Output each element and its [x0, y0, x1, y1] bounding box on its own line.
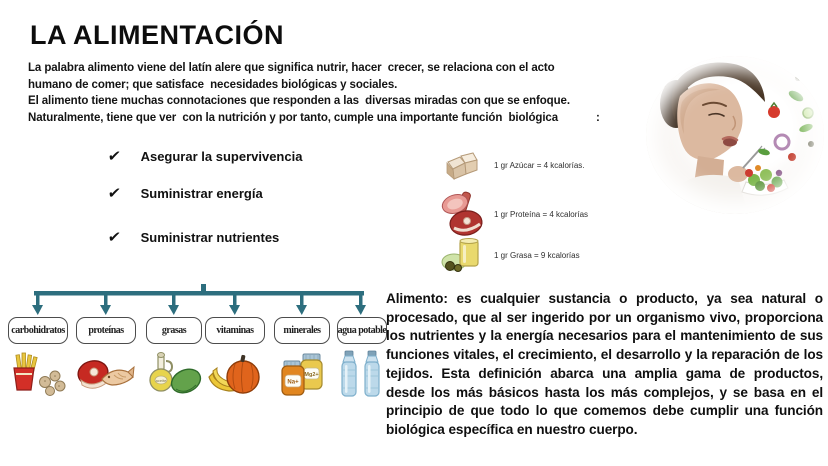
photo-illustration [646, 56, 824, 214]
meat-and-fish-icon [76, 348, 136, 404]
list-item [108, 228, 279, 246]
svg-text:Na+: Na+ [287, 379, 299, 386]
checkmark-icon: ✔ [106, 147, 122, 165]
intro-line: La palabra alimento viene del latín alere que significa nutrir, hacer crecer, se relaciona con el acto [28, 62, 555, 74]
alimento-definition-paragraph: Alimento: es cualquier sustancia o producto, ya sea natural o procesado, que al ser ingerido por un organismo vivo, proporciona los nutrientes y la energía necesarios para el mantenimiento de sus funciones vitales, el crecimiento, el desarrollo y la reparación de los tejidos. Esta definición abarca una amplia gama de productos, desde los más básicos hasta los más complejos, y se basa en el principio de que todo lo que comemos debe cumplir una función biológica específica en nuestro cuerpo. [386, 291, 823, 437]
mineral-jars-icon [274, 348, 330, 404]
svg-text:Mg2+: Mg2+ [304, 372, 319, 378]
intro-line: humano de comer; que satisface necesidades biológicas y sociales. [28, 78, 398, 91]
banana-and-orange-icon [205, 348, 265, 404]
list-item [108, 184, 263, 202]
nutrient-box-grasas [146, 317, 202, 344]
nutrient-box-carbohidratos [8, 317, 68, 344]
nutrient-box-minerales [274, 317, 330, 344]
intro-line [28, 110, 600, 127]
calorie-label: 1 gr Proteína = 4 kcalorías [494, 209, 589, 219]
oil-and-avocado-icon [146, 348, 202, 404]
checkmark-icon: ✔ [106, 184, 122, 202]
nutrient-box-label: grasas [161, 325, 187, 336]
calorie-label: 1 gr Grasa = 9 kcalorías [494, 250, 580, 260]
fries-and-potatoes-icon [8, 348, 68, 404]
sugar-cubes-icon [438, 150, 488, 180]
calorie-label: 1 gr Azúcar = 4 kcalorías. [494, 160, 585, 170]
list-item-label: Asegurar la supervivencia [140, 148, 303, 164]
calorie-row [438, 236, 580, 274]
protein-foods-icon [438, 190, 488, 238]
svg-text:aceite: aceite [155, 378, 167, 383]
tree-connector-lines [8, 284, 388, 317]
nutrient-box-label: proteínas [88, 325, 124, 336]
calorie-row [438, 190, 588, 238]
nutrient-box-label: minerales [283, 325, 321, 336]
woman-eating-salad-photo [646, 56, 824, 214]
calorie-row [438, 150, 585, 180]
checkmark-icon: ✔ [106, 228, 122, 246]
intro-paragraph [28, 60, 600, 126]
list-item-label: Suministrar energía [140, 185, 263, 201]
nutrient-box-label: agua potable [337, 325, 387, 336]
nutrient-box-agua-potable [337, 317, 387, 344]
nutrient-box-vitaminas [205, 317, 265, 344]
list-item [108, 147, 302, 165]
nutrient-box-proteinas [76, 317, 136, 344]
intro-colon: : [596, 111, 600, 124]
intro-line: El alimento tiene muchas connotaciones que responden a las diversas miradas con que se enfoque. [28, 95, 570, 107]
intro-line-text: Naturalmente, tiene que ver con la nutrición y por tanto, cumple una importante función biológica [28, 111, 559, 124]
nutrient-box-label: carbohidratos [11, 325, 65, 336]
nutrients-diagram [8, 284, 388, 414]
nutrient-box-label: vitaminas [216, 325, 254, 336]
water-bottles-icon [337, 348, 387, 404]
oil-glass-icon [438, 236, 488, 274]
page-title: LA ALIMENTACIÓN [30, 20, 284, 50]
list-item-label: Suministrar nutrientes [140, 229, 280, 245]
